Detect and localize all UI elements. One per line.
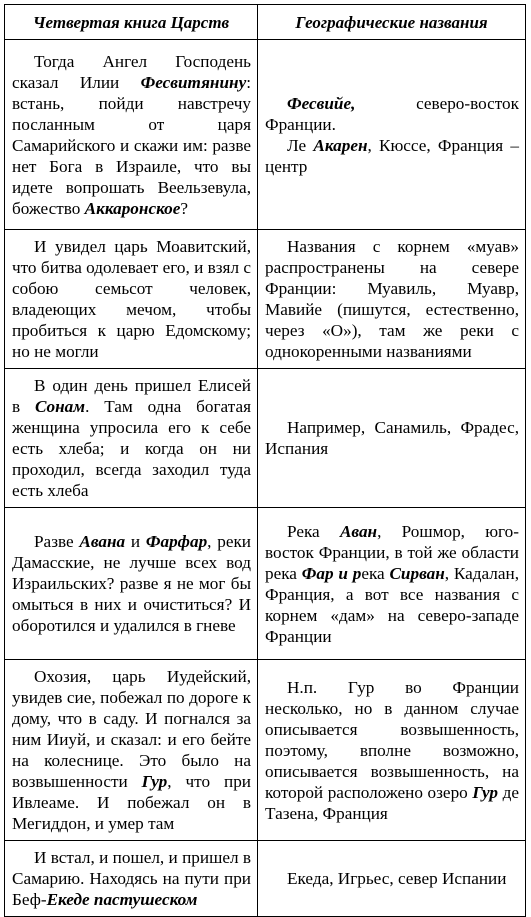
geo-names-cell bbox=[258, 508, 526, 660]
table-row bbox=[5, 369, 526, 508]
text-segment: Охозия, царь Иудейский, увидев сие, побежал по дороге к дому, что в саду. И погнался за ним Ииуй, и сказал: и его бейте на колеснице. Это было на возвышенности bbox=[12, 667, 251, 791]
geo-names-cell bbox=[258, 230, 526, 369]
text-segment: ? bbox=[180, 198, 188, 218]
text-segment: северо-восток Франции. bbox=[265, 93, 519, 134]
place-name-highlight: Сонам bbox=[34, 397, 86, 416]
place-name-highlight: Сирван bbox=[389, 563, 445, 583]
comparison-table bbox=[4, 4, 526, 917]
text-segment: Река bbox=[287, 521, 340, 541]
table-row bbox=[5, 508, 526, 660]
kings-text-cell bbox=[5, 660, 258, 841]
table-row bbox=[5, 841, 526, 917]
text-segment: Названия с корнем «муав» распространены на севере Франции: Муавиль, Муавр, Мавийе (пишутся, естественно, через «О»), там же реки с однокоренными названиями bbox=[265, 237, 519, 361]
header-row bbox=[5, 5, 526, 40]
place-name-highlight: Аван bbox=[339, 521, 378, 541]
text-segment: Ле bbox=[287, 135, 314, 155]
text-segment: В один день пришел Елисей в bbox=[12, 376, 251, 416]
text-segment: , Рошмор, юго-восток Франции, в той же области река bbox=[265, 521, 519, 583]
text-segment: , реки Дамасские, не лучше всех вод Израильских? разве я не мог бы омыться в них и очиститься? И оборотился и удалился в гневе bbox=[12, 532, 251, 635]
place-name-highlight: Екеде пастушеском bbox=[46, 890, 198, 909]
place-name-highlight: Фесвитянину bbox=[140, 72, 247, 92]
kings-text-cell bbox=[5, 508, 258, 660]
kings-text-cell bbox=[5, 40, 258, 230]
geo-names-cell bbox=[258, 369, 526, 508]
text-segment: ека bbox=[361, 563, 390, 583]
place-name-highlight: Фесвийе, bbox=[287, 93, 356, 113]
header-kings: Четвертая книга Царств bbox=[5, 5, 258, 40]
geo-names-cell bbox=[258, 841, 526, 917]
table-row bbox=[5, 40, 526, 230]
text-segment: де Тазена, Франция bbox=[265, 782, 519, 823]
place-name-highlight: Гур bbox=[141, 772, 168, 791]
text-segment: . Там одна богатая женщина упросила его к себе есть хлеба; и когда он ни проходил, всегда заходил туда есть хлеба bbox=[12, 397, 251, 500]
text-segment: Екеда, Игрьес, север Испании bbox=[287, 869, 507, 888]
kings-text-cell bbox=[5, 841, 258, 917]
text-segment: Например, Санамиль, Фрадес, Испания bbox=[265, 418, 519, 458]
text-segment: , Кадалан, Франция, а вот все названия с корнем «дам» на северо-западе Франции bbox=[265, 563, 519, 646]
table-row bbox=[5, 660, 526, 841]
text-segment: И увидел царь Моавитский, что битва одолевает его, и взял с собою семьсот человек, владеющих мечом, чтобы пробиться к царю Едомскому; но не могли bbox=[12, 237, 251, 361]
text-segment: и bbox=[125, 532, 146, 551]
text-segment: И встал, и пошел, и пришел в Самарию. Находясь на пути при Беф- bbox=[12, 848, 251, 909]
text-segment: Тогда Ангел Господень сказал Илии bbox=[12, 51, 251, 92]
place-name-highlight: Гур bbox=[472, 782, 499, 802]
geo-names-cell bbox=[258, 660, 526, 841]
place-name-highlight: Авана bbox=[79, 532, 126, 551]
place-name-highlight: Акарен bbox=[313, 135, 368, 155]
place-name-highlight: Аккаронское bbox=[84, 198, 181, 218]
place-name-highlight: Фарфар bbox=[145, 532, 208, 551]
geo-names-cell bbox=[258, 40, 526, 230]
text-segment: , Кюссе, Франция – центр bbox=[265, 135, 520, 176]
place-name-highlight: Фар и р bbox=[301, 563, 362, 583]
text-segment: Разве bbox=[34, 532, 80, 551]
kings-text-cell bbox=[5, 230, 258, 369]
text-segment: : встань, пойди навстречу посланным от царя Самарийского и скажи им: разве нет Бога в Израиле, что вы идете вопрошать Веельзевула, божество bbox=[12, 72, 251, 218]
text-segment: Н.п. Гур во Франции несколько, но в данном случае описывается возвышенность, поэтому, вполне возможно, описывается возвышенность, на которой расположено озеро bbox=[265, 677, 519, 802]
kings-text-cell bbox=[5, 369, 258, 508]
header-geo-names: Географические названия bbox=[258, 5, 526, 40]
text-segment: , что при Ивлеаме. И побежал он в Мегиддон, и умер там bbox=[12, 772, 251, 833]
table-row bbox=[5, 230, 526, 369]
